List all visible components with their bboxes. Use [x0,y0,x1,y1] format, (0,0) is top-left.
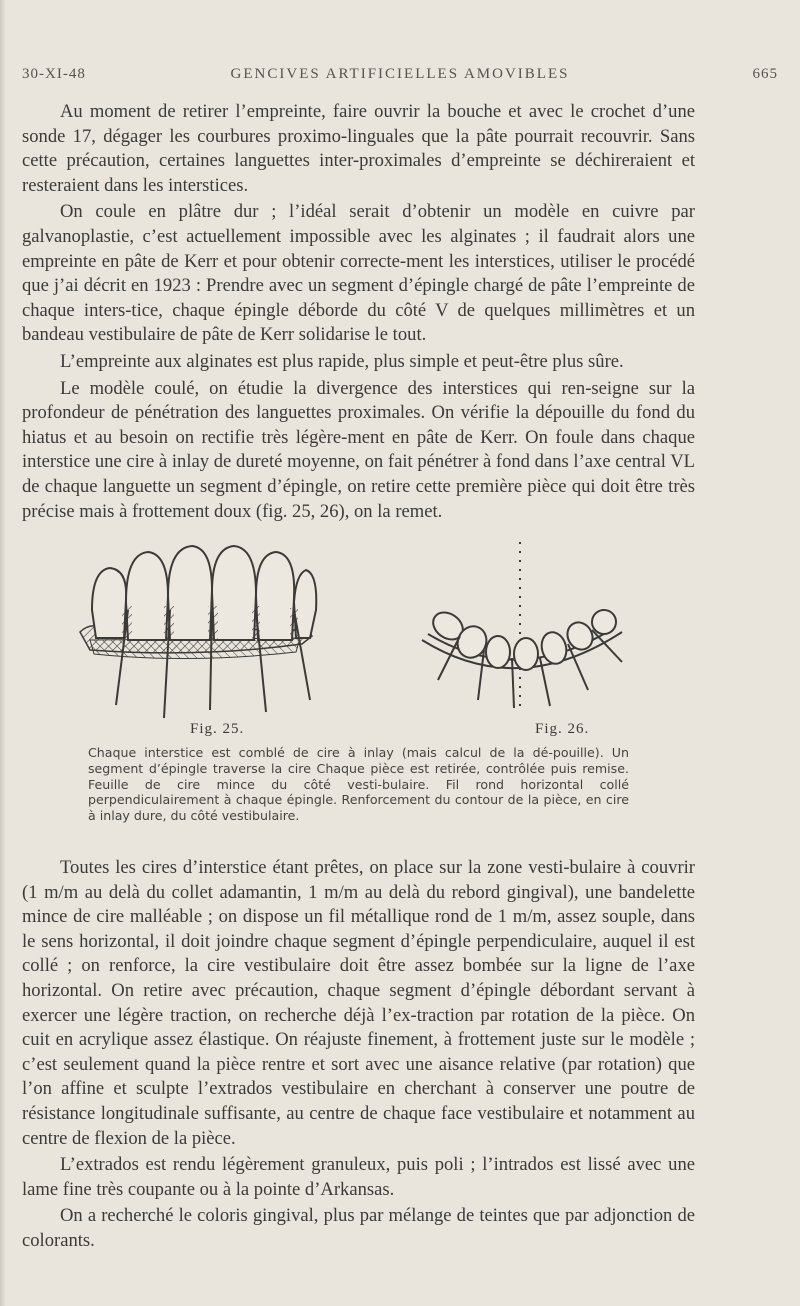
header-title: GENCIVES ARTIFICIELLES AMOVIBLES [230,66,570,82]
body-text-top [22,100,695,526]
paragraph: On coule en plâtre dur ; l’idéal serait d’obtenir un modèle en cuivre par galvanoplastie, c’est actuellement impossible avec les alginates ; il faudrait alors une empreinte en pâte de Kerr et pour obtenir correcte-ment les interstices, utiliser le procédé que j’ai décrit en 1923 : Prendre avec un segment d’épingle chargé de pâte l’empreinte de chaque inters-tice, chaque épingle déborde du côté V de quelques millimètres et un bandeau vestibulaire de pâte de Kerr solidarise le tout. [22,201,695,346]
figure-25-label: Fig. 25. [190,721,245,737]
header-date: 30-XI-48 [22,66,86,82]
figure-26-drawing [418,540,638,720]
running-header [22,66,778,88]
body-text-bottom [22,856,695,1256]
paragraph: Au moment de retirer l’empreinte, faire ouvrir la bouche et avec le crochet d’une sonde 17, dégager les courbures proximo-linguales que la pâte pourrait recouvrir. Sans cette précaution, certaines languettes inter-proximales d’empreinte se déchireraient et resteraient dans les interstices. [22,101,695,196]
figure-26-label: Fig. 26. [535,721,590,737]
figures-area [40,540,700,740]
paragraph: L’empreinte aux alginates est plus rapide, plus simple et peut-être plus sûre. [60,350,624,372]
figure-25-drawing [70,540,320,720]
paragraph: Toutes les cires d’interstice étant prêtes, on place sur la zone vesti-bulaire à couvrir (1 m/m au delà du collet adamantin, 1 m/m au delà du rebord gingival), une bandelette mince de cire malléable ; on dispose un fil métallique rond de 1 m/m, assez souple, dans le sens horizontal, il doit joindre chaque segment d’épingle perpendiculaire, auquel il est collé ; on renforce, la cire vestibulaire doit être assez bombée sur la ligne de l’axe horizontal. On retire avec précaution, chaque segment d’épingle débordant servant à exercer une légère traction, on recherche déjà l’ex-traction par rotation de la pièce. On cuit en acrylique assez élastique. On réajuste finement, à frottement juste sur le modèle ; c’est seulement quand la pièce rentre et sort avec une aisance relative (par rotation) que l’on affine et sculpte l’extrados vestibulaire en cherchant à conserver une poutre de résistance longitudinale suffisante, au centre de chaque face vestibulaire et notamment au centre de flexion de la pièce. [22,857,695,1149]
page-number: 665 [752,66,778,82]
page-edge-shadow [0,0,6,1306]
paragraph: L’extrados est rendu légèrement granuleux, puis poli ; l’intrados est lissé avec une lame fine très coupante ou à la pointe d’Arkansas. [22,1154,695,1200]
paragraph: Le modèle coulé, on étudie la divergence des interstices qui ren-seigne sur la profondeur de pénétration des languettes proximales. On vérifie la dépouille du fond du hiatus et au besoin on rectifie très légère-ment en pâte de Kerr. On foule dans chaque interstice une cire à inlay de dureté moyenne, on fait pénétrer à fond dans l’axe central VL de chaque languette un segment d’épingle, on retire cette première pièce qui doit être très précise mais à frottement doux (fig. 25, 26), on la remet. [22,377,695,522]
paragraph: On a recherché le coloris gingival, plus par mélange de teintes que par adjonction de colorants. [22,1205,695,1251]
figure-caption: Chaque interstice est comblé de cire à inlay (mais calcul de la dé-pouille). Un segment d’épingle traverse la cire Chaque pièce est retirée, contrôlée puis remise. Feuille de cire mince du côté vesti-bulaire. Fil rond horizontal collé perpendiculairement à chaque épingle. Renforcement du contour de la pièce, en cire à inlay dure, du côté vestibulaire. [88,745,629,824]
